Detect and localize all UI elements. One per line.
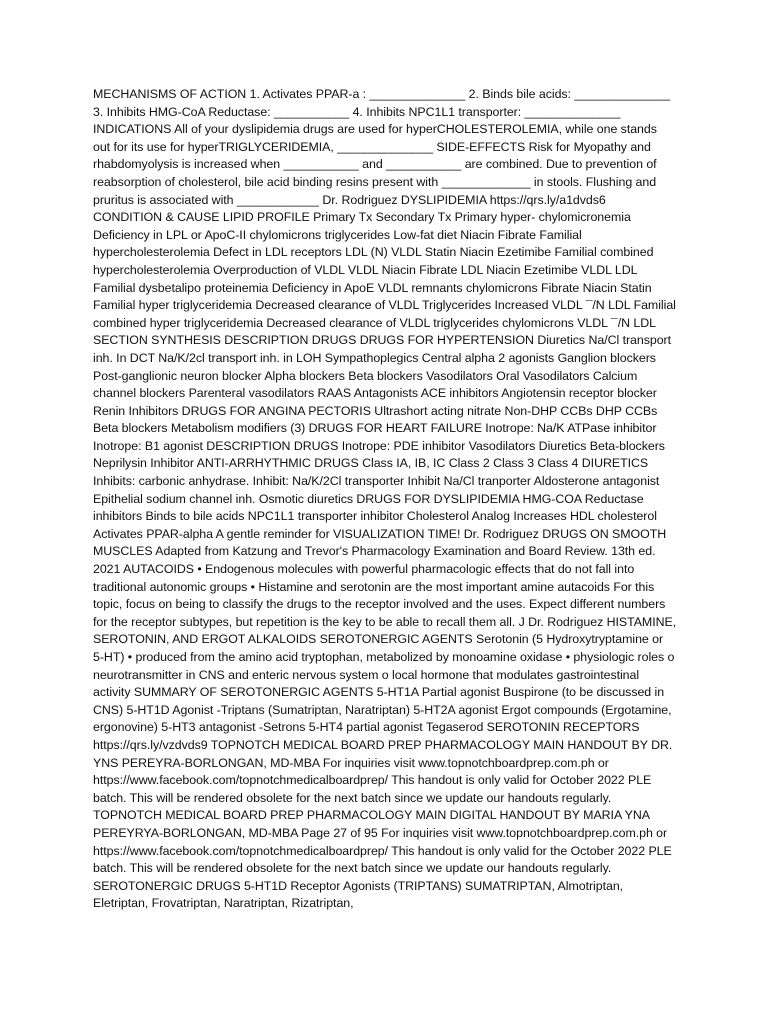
document-page xyxy=(93,86,677,913)
document-body-text: MECHANISMS OF ACTION 1. Activates PPAR-a : ______________ 2. Binds bile acids: ______________ 3. Inhibits HMG-CoA Reductase: ___________ 4. Inhibits NPC1L1 transporter: ______________ INDICATIONS All of your dyslipidemia drugs are used for hyperCHOLESTEROLEMIA, while one stands out for its use for hyperTRIGLYCERIDEMIA, ______________ SIDE-EFFECTS Risk for Myopathy and rhabdomyolysis is increased when ___________ and ___________ are combined. Due to prevention of reabsorption of cholesterol, bile acid binding resins present with _____________ in stools. Flushing and pruritus is associated with ____________ Dr. Rodriguez DYSLIPIDEMIA https://qrs.ly/a1dvds6 CONDITION & CAUSE LIPID PROFILE Primary Tx Secondary Tx Primary hyper- chylomicronemia Deficiency in LPL or ApoC-II chylomicrons triglycerides Low-fat diet Niacin Fibrate Familial hypercholesterolemia Defect in LDL receptors LDL (N) VLDL Statin Niacin Ezetimibe Familial combined hypercholesterolemia Overproduction of VLDL VLDL Niacin Fibrate LDL Niacin Ezetimibe VLDL LDL Familial dysbetalipo proteinemia Deficiency in ApoE VLDL remnants chylomicrons Fibrate Niacin Statin Familial hyper triglyceridemia Decreased clearance of VLDL Triglycerides Increased VLDL ¯/N LDL Familial combined hyper triglyceridemia Decreased clearance of VLDL triglycerides chylomicrons VLDL ¯/N LDL SECTION SYNTHESIS DESCRIPTION DRUGS DRUGS FOR HYPERTENSION Diuretics Na/Cl transport inh. In DCT Na/K/2cl transport inh. in LOH Sympathoplegics Central alpha 2 agonists Ganglion blockers Post-ganglionic neuron blocker Alpha blockers Beta blockers Vasodilators Oral Vasodilators Calcium channel blockers Parenteral vasodilators RAAS Antagonists ACE inhibitors Angiotensin receptor blocker Renin Inhibitors DRUGS FOR ANGINA PECTORIS Ultrashort acting nitrate Non-DHP CCBs DHP CCBs Beta blockers Metabolism modifiers (3) DRUGS FOR HEART FAILURE Inotrope: Na/K ATPase inhibitor Inotrope: B1 agonist DESCRIPTION DRUGS Inotrope: PDE inhibitor Vasodilators Diuretics Beta-blockers Neprilysin Inhibitor ANTI-ARRHYTHMIC DRUGS Class IA, IB, IC Class 2 Class 3 Class 4 DIURETICS Inhibits: carbonic anhydrase. Inhibit: Na/K/2Cl transporter Inhibit Na/Cl tranporter Aldosterone antagonist Epithelial sodium channel inh. Osmotic diuretics DRUGS FOR DYSLIPIDEMIA HMG-COA Reductase inhibitors Binds to bile acids NPC1L1 transporter inhibitor Cholesterol Analog Increases HDL cholesterol Activates PPAR-alpha A gentle reminder for VISUALIZATION TIME! Dr. Rodriguez DRUGS ON SMOOTH MUSCLES Adapted from Katzung and Trevor's Pharmacology Examination and Board Review. 13th ed. 2021 AUTACOIDS • Endogenous molecules with powerful pharmacologic effects that do not fall into traditional autonomic groups • Histamine and serotonin are the most important amine autacoids For this topic, focus on being to classify the drugs to the receptor involved and the uses. Expect different numbers for the receptor subtypes, but repetition is the key to be able to recall them all. J Dr. Rodriguez HISTAMINE, SEROTONIN, AND ERGOT ALKALOIDS SEROTONERGIC AGENTS Serotonin (5 Hydroxytryptamine or 5-HT) • produced from the amino acid tryptophan, metabolized by monoamine oxidase • physiologic roles o neurotransmitter in CNS and enteric nervous system o local hormone that modulates gastrointestinal activity SUMMARY OF SEROTONERGIC AGENTS 5-HT1A Partial agonist Buspirone (to be discussed in CNS) 5-HT1D Agonist -Triptans (Sumatriptan, Naratriptan) 5-HT2A agonist Ergot compounds (Ergotamine, ergonovine) 5-HT3 antagonist -Setrons 5-HT4 partial agonist Tegaserod SEROTONIN RECEPTORS https://qrs.ly/vzdvds9 TOPNOTCH MEDICAL BOARD PREP PHARMACOLOGY MAIN HANDOUT BY DR. YNS PEREYRA-BORLONGAN, MD-MBA For inquiries visit www.topnotchboardprep.com.ph or https://www.facebook.com/topnotchmedicalboardprep/ This handout is only valid for October 2022 PLE batch. This will be rendered obsolete for the next batch since we update our handouts regularly. TOPNOTCH MEDICAL BOARD PREP PHARMACOLOGY MAIN DIGITAL HANDOUT BY MARIA YNA PEREYRYA-BORLONGAN, MD-MBA Page 27 of 95 For inquiries visit www.topnotchboardprep.com.ph or https://www.facebook.com/topnotchmedicalboardprep/ This handout is only valid for the October 2022 PLE batch. This will be rendered obsolete for the next batch since we update our handouts regularly. SEROTONERGIC DRUGS 5-HT1D Receptor Agonists (TRIPTANS) SUMATRIPTAN, Almotriptan, Eletriptan, Frovatriptan, Naratriptan, Rizatriptan, xyxy=(93,87,677,911)
